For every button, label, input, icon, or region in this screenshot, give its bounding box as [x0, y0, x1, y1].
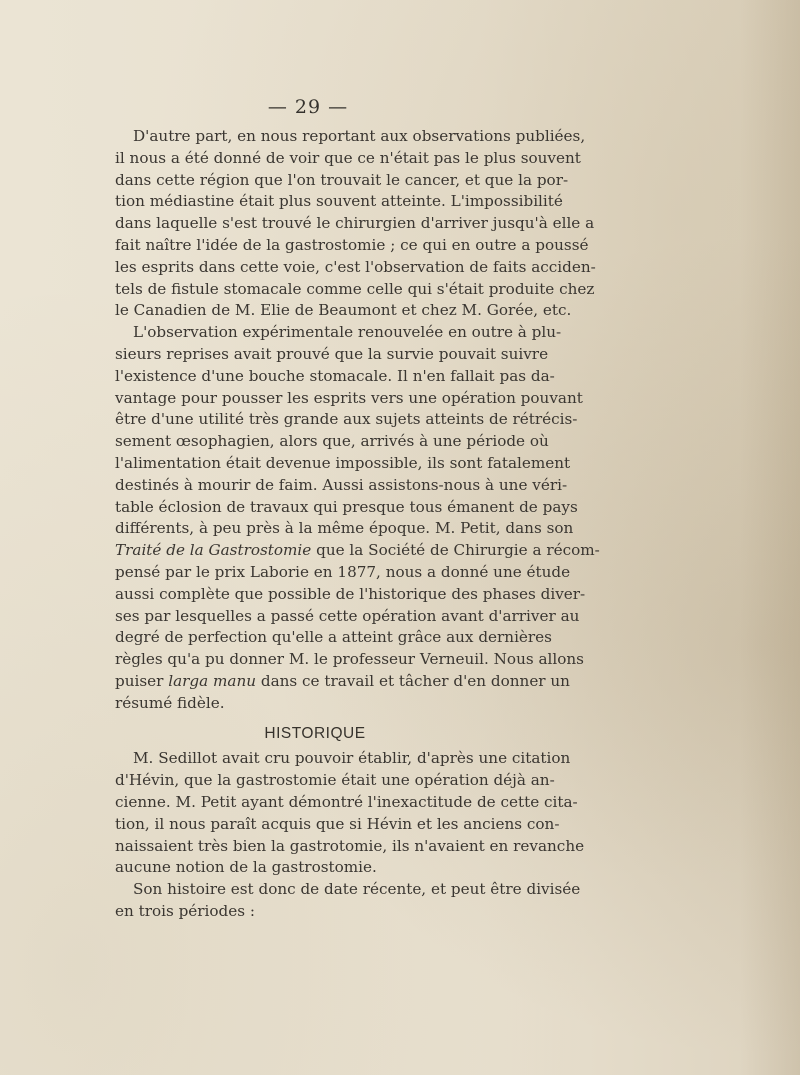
page-edge-shadow — [740, 0, 800, 1075]
body-text — [115, 126, 600, 923]
text-line: naissaient très bien la gastrotomie, ils n'avaient en revanche — [115, 836, 585, 855]
page-number: — 29 — — [267, 96, 349, 118]
text-line: sieurs reprises avait prouvé que la survie pouvait suivre — [115, 344, 549, 363]
text-line: D'autre part, en nous reportant aux observations publiées, — [133, 127, 586, 145]
text-line: degré de perfection qu'elle a atteint grâce aux dernières — [115, 628, 552, 647]
text-line: Son histoire est donc de date récente, et peut être divisée — [133, 880, 581, 899]
text-line: il nous a été donné de voir que ce n'était pas le plus souvent — [115, 148, 581, 167]
text-line: ses par lesquelles a passé cette opération avant d'arriver au — [115, 606, 580, 625]
text-line: en trois périodes : — [115, 901, 256, 920]
text-line: destinés à mourir de faim. Aussi assistons-nous à une véri- — [115, 475, 568, 494]
text-line: cienne. M. Petit ayant démontré l'inexactitude de cette cita- — [115, 792, 578, 811]
text-line: aucune notion de la gastrostomie. — [115, 858, 377, 877]
text-line: table éclosion de travaux qui presque tous émanent de pays — [115, 497, 578, 516]
text-line: l'alimentation était devenue impossible, ils sont fatalement — [115, 453, 571, 472]
section-heading: HISTORIQUE — [264, 724, 366, 742]
text-line: Traité de la Gastrostomie que la Société de Chirurgie a récom- — [115, 541, 600, 560]
text-line: dans laquelle s'est trouvé le chirurgien d'arriver jusqu'à elle a — [115, 214, 595, 233]
text-line: être d'une utilité très grande aux sujets atteints de rétrécis- — [115, 410, 578, 429]
text-line: règles qu'a pu donner M. le professeur Verneuil. Nous allons — [115, 650, 584, 669]
text-line: pensé par le prix Laborie en 1877, nous a donné une étude — [115, 562, 571, 581]
text-line: L'observation expérimentale renouvelée en outre à plu- — [133, 323, 562, 342]
text-line: dans cette région que l'on trouvait le cancer, et que la por- — [115, 170, 569, 189]
text-line: le Canadien de M. Elie de Beaumont et chez M. Gorée, etc. — [115, 301, 572, 320]
text-line: puiser larga manu dans ce travail et tâcher d'en donner un — [115, 671, 570, 690]
text-line: tels de fistule stomacale comme celle qui s'était produite chez — [115, 279, 595, 298]
text-line: fait naître l'idée de la gastrostomie ; ce qui en outre a poussé — [115, 235, 589, 254]
text-line: différents, à peu près à la même époque. M. Petit, dans son — [115, 519, 574, 538]
text-line: tion médiastine était plus souvent atteinte. L'impossibilité — [115, 192, 563, 211]
text-line: l'existence d'une bouche stomacale. Il n'en fallait pas da- — [115, 366, 555, 385]
text-line: d'Hévin, que la gastrostomie était une opération déjà an- — [115, 771, 555, 790]
text-line: aussi complète que possible de l'historique des phases diver- — [115, 584, 586, 603]
text-line: tion, il nous paraît acquis que si Hévin et les anciens con- — [115, 814, 560, 833]
text-line: les esprits dans cette voie, c'est l'observation de faits acciden- — [115, 257, 596, 276]
text-line: résumé fidèle. — [115, 693, 225, 712]
text-line: sement œsophagien, alors que, arrivés à une période où — [115, 432, 549, 451]
text-line: vantage pour pousser les esprits vers une opération pouvant — [115, 388, 583, 407]
text-line: M. Sedillot avait cru pouvoir établir, d'après une citation — [133, 749, 571, 768]
